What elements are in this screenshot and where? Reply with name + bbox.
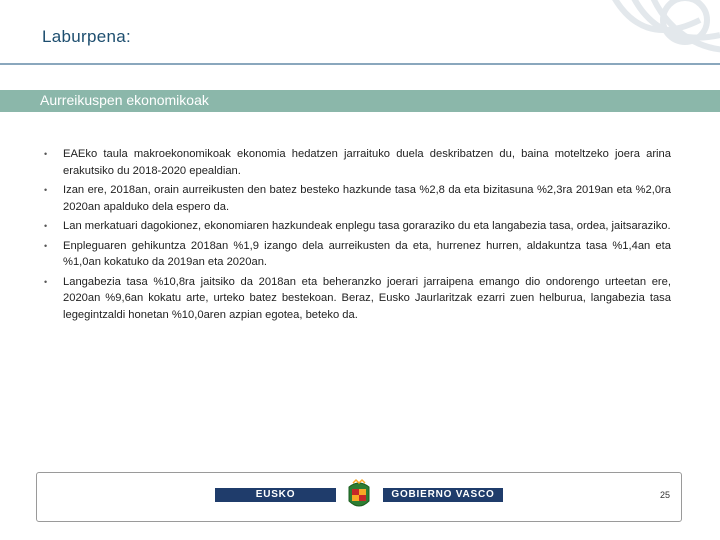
title-divider [0, 63, 720, 65]
list-item-text: Langabezia tasa %10,8ra jaitsiko da 2018an eta beheranzko joerari jarraipena emango dio ondorengo urteetan ere, 2020an %9,6an kokatu arte, urteko batez bestekoan. Beraz, Eusko Jaurlaritzak ezarri zuen helburua, langabezia tasa legegintzaldi honetan %10,0aren azpian egotea, beteko da. [63, 275, 671, 321]
list-item-text: Enpleguaren gehikuntza 2018an %1,9 izango dela aurreikusten da eta, hurrenez hurren, aldakuntza tasa %1,4an eta %1,0an kokatuko da 2019an eta 2020an. [63, 239, 671, 268]
section-title: Aurreikuspen ekonomikoak [40, 92, 209, 108]
footer-label-basque: EUSKO JAURLARITZA [215, 488, 336, 502]
list-item [44, 274, 671, 324]
watermark-logo [590, 0, 720, 80]
page-number: 25 [660, 490, 671, 500]
list-item [44, 238, 671, 271]
bullet-icon: • [44, 276, 48, 287]
list-item [44, 182, 671, 215]
footer-label-spanish: GOBIERNO VASCO [383, 488, 503, 502]
list-item-text: EAEko taula makroekonomikoak ekonomia hedatzen jarraituko duela deskribatzen du, baina moteltzeko joera arina erakutsiko du 2018-2020 epealdian. [63, 148, 671, 177]
bullet-icon: • [44, 221, 48, 231]
list-item [44, 218, 671, 235]
bullet-icon: • [44, 185, 48, 195]
list-item-text: Izan ere, 2018an, orain aurreikusten den batez besteko hazkunde tasa %2,8 da eta bizitasuna %2,3ra 2019an eta %2,0ra 2020an apalduko dela espero da. [63, 184, 671, 213]
coat-of-arms-icon [341, 477, 377, 513]
list-item [44, 146, 671, 179]
bullet-list [44, 146, 671, 326]
page-title: Laburpena: [42, 27, 132, 46]
bullet-icon: • [44, 240, 48, 251]
list-item-text: Lan merkatuari dagokionez, ekonomiaren hazkundeak enplegu tasa goraraziko du eta langabezia tasa, ordea, jaitsaraziko. [63, 220, 671, 232]
bullet-icon: • [44, 149, 48, 159]
